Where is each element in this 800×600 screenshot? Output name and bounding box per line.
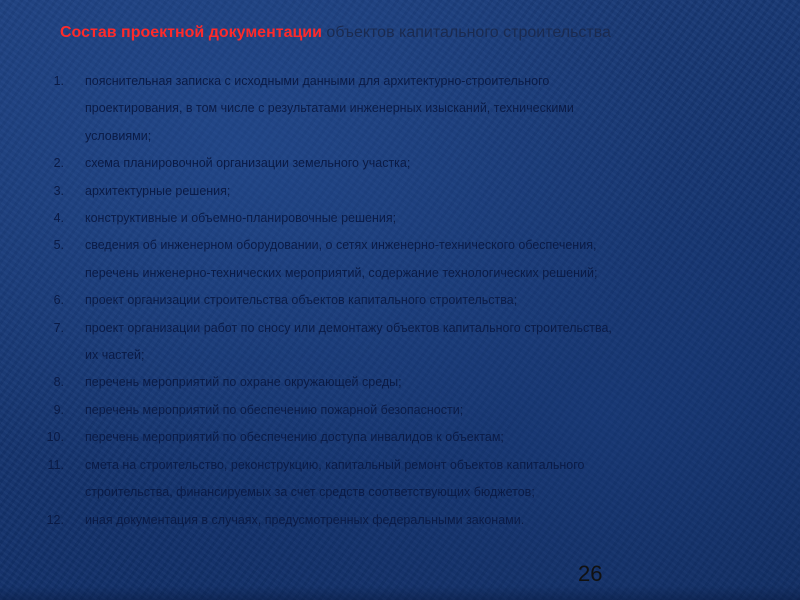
list-item-line: смета на строительство, реконструкцию, капитальный ремонт объектов капитального [85,457,585,472]
list-item [0,424,800,451]
list-item-line: схема планировочной организации земельного участка; [85,156,411,171]
list-item-line: иная документация в случаях, предусмотренных федеральными законами. [85,512,525,527]
list-item-line: проектирования, в том числе с результатами инженерных изысканий, техническими [85,101,574,116]
list-item-number: 1. [53,74,64,88]
slide-title-rest: объектов капитального строительства [321,24,611,41]
list-item [0,150,800,177]
list-item [0,287,800,314]
list-item [0,397,800,424]
list-item-text [85,315,753,370]
list-item-line: архитектурные решения; [85,183,231,198]
list-item-line: перечень мероприятий по обеспечению пожарной безопасности; [85,402,464,417]
list-item-line: их частей; [85,348,145,363]
list-item-line: перечень мероприятий по обеспечению доступа инвалидов к объектам; [85,430,504,445]
list-item [0,205,800,232]
list-item-text [85,369,753,396]
list-item-number: 9. [53,402,64,417]
slide-title-highlight: Состав проектной документации [60,24,322,41]
list-item-number: 6. [53,293,64,308]
bottom-decorative-strip [0,586,800,600]
list-item [0,178,800,205]
list-item-line: перечень инженерно-технических мероприятий, содержание технологических решений; [85,265,598,280]
list-item-line: пояснительная записка с исходными данными для архитектурно-строительного [85,74,550,88]
slide-title [60,22,760,44]
list-item-text [85,452,753,507]
list-item-text [85,205,753,232]
list-item [0,369,800,396]
list-item-text [85,507,753,534]
list-item-number: 11. [47,457,64,472]
list-item-line: проект организации строительства объектов капитального строительства; [85,293,518,308]
list-item-number: 12. [46,512,64,527]
documentation-list [0,68,800,534]
list-item [0,232,800,287]
list-item-line: конструктивные и объемно-планировочные решения; [85,211,397,226]
list-item-number: 5. [53,238,64,253]
list-item-line: перечень мероприятий по охране окружающей среды; [85,375,402,390]
list-item-text [85,150,753,177]
list-item-line: строительства, финансируемых за счет средств соответствующих бюджетов; [85,485,535,500]
list-item-number: 8. [53,375,64,390]
list-item [0,452,800,507]
list-item-line: проект организации работ по сносу или демонтажу объектов капитального строительства, [85,320,612,335]
list-item-number: 2. [53,156,64,171]
list-item-number: 7. [53,320,64,335]
list-item-text [85,178,753,205]
list-item [0,507,800,534]
list-item-text [85,68,753,150]
list-item-number: 10. [46,430,64,445]
list-item-number: 3. [53,183,64,198]
list-item-line: условиями; [85,128,152,143]
list-item-text [85,397,753,424]
list-item [0,315,800,370]
list-item-text [85,424,753,451]
list-item-number: 4. [53,211,64,226]
page-number: 26 [578,561,603,586]
list-item-line: сведения об инженерном оборудовании, о сетях инженерно-технического обеспечения, [85,238,597,253]
list-item-text [85,287,753,314]
list-item [0,68,800,150]
list-item-text [85,232,753,287]
